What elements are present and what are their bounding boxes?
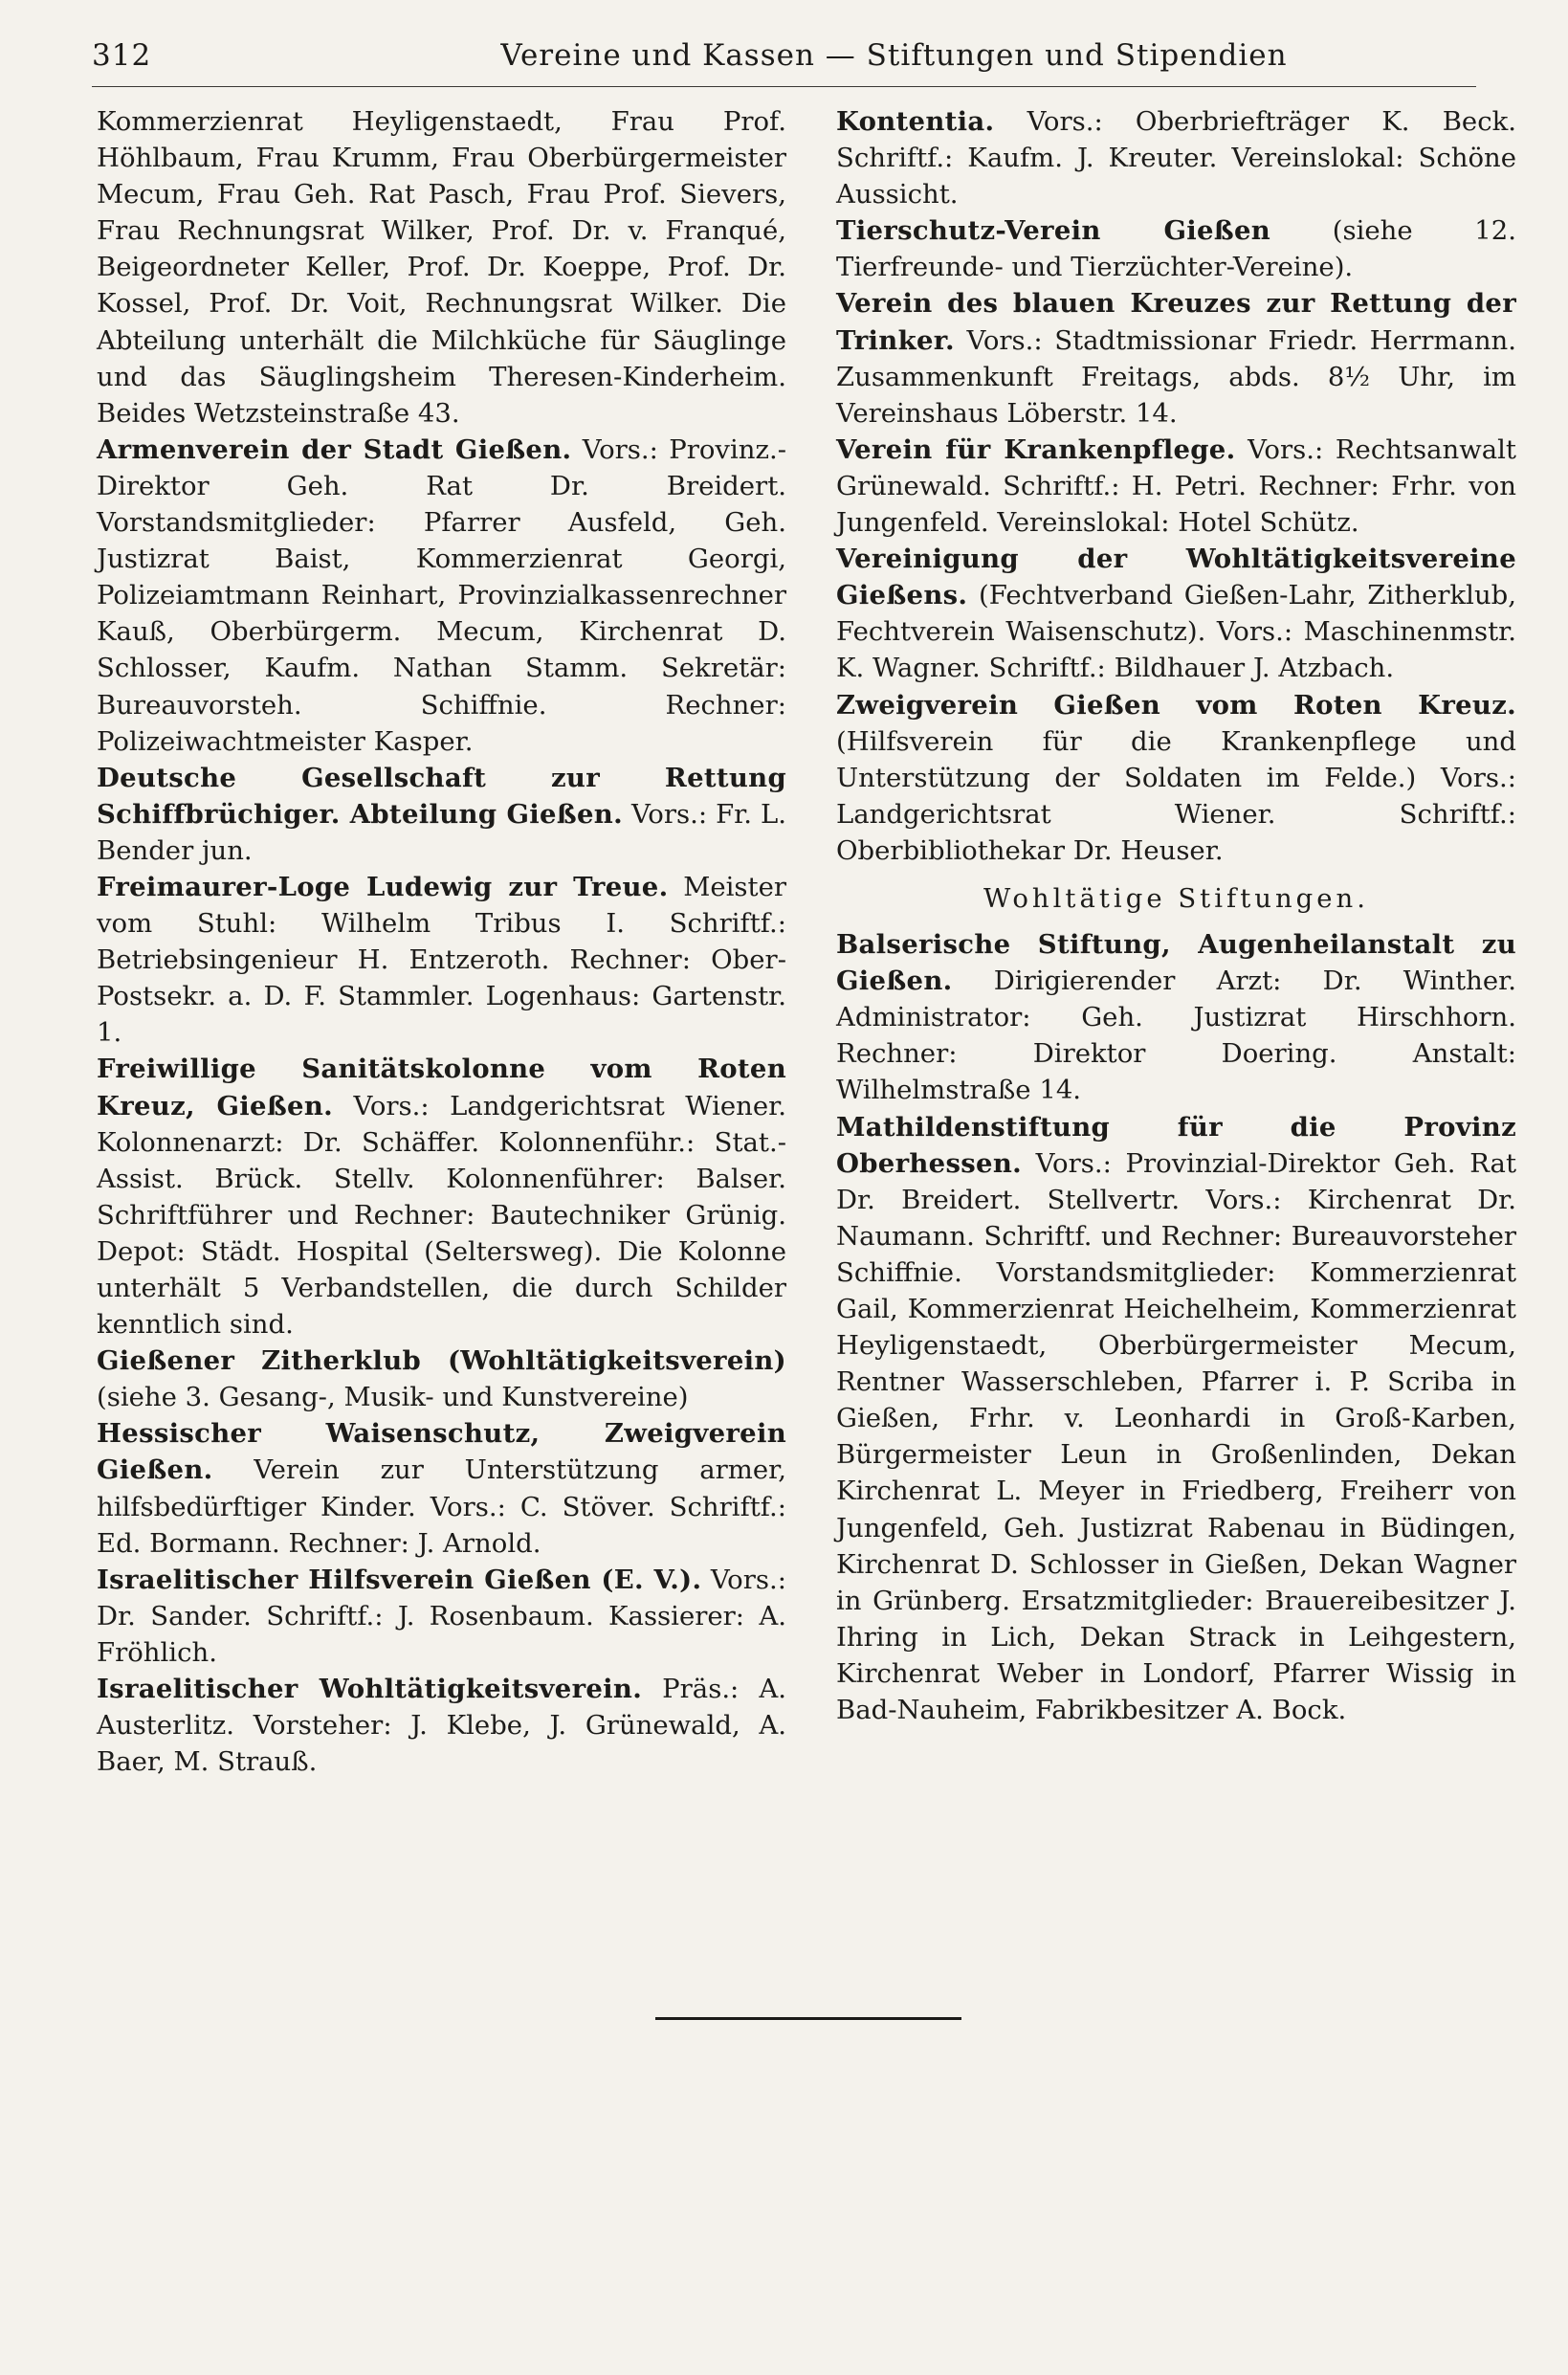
page-number: 312 — [92, 38, 152, 73]
entry-body: (Fechtverband Gießen-Lahr, Zitherklub, Fechtverein Waisenschutz). Vors.: Maschinenmstr. K. Wagner. Schriftf.: Bildhauer J. Atzbach. — [836, 580, 1516, 684]
entry-body: Präs.: A. Austerlitz. Vorsteher: J. Klebe, J. Grünewald, A. Baer, M. Strauß. — [97, 1674, 786, 1778]
directory-entry — [97, 869, 786, 1051]
right-column-entries — [836, 103, 1516, 869]
entry-body: Dirigierender Arzt: Dr. Winther. Administrator: Geh. Justizrat Hirschhorn. Rechner: Direktor Doering. Anstalt: Wilhelmstraße 14. — [836, 966, 1516, 1106]
entry-heading: Balserische Stiftung, Augenheilanstalt zu Gießen. — [836, 929, 1516, 997]
page-header — [92, 33, 1476, 87]
entry-heading: Israelitischer Hilfsverein Gießen (E. V.). — [97, 1564, 702, 1595]
entry-body: Vors.: Fr. L. Bender jun. — [97, 798, 786, 866]
entry-heading: Kontentia. — [836, 106, 995, 137]
entry-heading: Zweigverein Gießen vom Roten Kreuz. — [836, 689, 1516, 721]
entry-body: Vors.: Provinzial-Direktor Geh. Rat Dr. Breidert. Stellvertr. Vors.: Kirchenrat Dr. Naumann. Schriftf. und Rechner: Bureauvorsteher Schiffnie. Vorstandsmitglieder: Kommerzienrat Gail, Kommerzienrat Heichelheim, Kommerzienrat Heyligenstaedt, Oberbürgermeister Mecum, Rentner Wasserschleben, Pfarrer i. P. Scriba in Gießen, Frhr. v. Leonhardi in Groß-Karben, Bürgermeister Leun in Großenlinden, Dekan Kirchenrat L. Meyer in Friedberg, Freiherr von Jungenfeld, Geh. Justizrat Rabenau in Büdingen, Kirchenrat D. Schlosser in Gießen, Dekan Wagner in Grünberg. Ersatzmitglieder: Brauereibesitzer J. Ihring in Lich, Dekan Strack in Leihgestern, Kirchenrat Weber in Londorf, Pfarrer Wissig in Bad-Nauheim, Fabrikbesitzer A. Bock. — [836, 1147, 1516, 1726]
entry-heading: Verein für Krankenpflege. — [836, 433, 1236, 465]
entry-heading: Hessischer Waisenschutz, Zweigverein Gießen. — [97, 1418, 786, 1486]
entry-body: (Hilfsverein für die Krankenpflege und Unterstützung der Soldaten im Felde.) Vors.: Landgerichtsrat Wiener. Schriftf.: Oberbibliothekar Dr. Heuser. — [836, 725, 1516, 866]
directory-entry — [97, 1051, 786, 1343]
entry-body: (siehe 12. Tierfreunde- und Tierzüchter-Vereine). — [836, 215, 1517, 283]
directory-entry — [836, 687, 1516, 869]
directory-entry — [97, 1562, 786, 1671]
entry-heading: Tierschutz-Verein Gießen — [836, 215, 1271, 247]
directory-entry — [836, 432, 1516, 541]
directory-entry — [836, 103, 1516, 212]
entry-body: Vors.: Oberbriefträger K. Beck. Schriftf.: Kaufm. J. Kreuter. Vereinslokal: Schöne Aussicht. — [836, 106, 1517, 211]
entry-heading: Deutsche Gesellschaft zur Rettung Schiffbrüchiger. Abteilung Gießen. — [97, 762, 786, 830]
entry-heading: Vereinigung der Wohltätigkeitsvereine Gießens. — [836, 544, 1516, 611]
directory-entry — [836, 926, 1516, 1108]
entry-body: Kommerzienrat Heyligenstaedt, Frau Prof. Höhlbaum, Frau Krumm, Frau Oberbürgermeister Mecum, Frau Geh. Rat Pasch, Frau Prof. Sievers, Frau Rechnungsrat Wilker, Prof. Dr. v. Franqué, Beigeordneter Keller, Prof. Dr. Koeppe, Prof. Dr. Kossel, Prof. Dr. Voit, Rechnungsrat Wilker. Die Abteilung unterhält die Milchküche für Säuglinge und das Säuglingsheim Theresen-Kinderheim. Beides Wetzsteinstraße 43. — [97, 106, 786, 429]
entry-body: Meister vom Stuhl: Wilhelm Tribus I. Schriftf.: Betriebsingenieur H. Entzeroth. Rechner: Ober-Postsekr. a. D. F. Stammler. Logenhaus: Gartenstr. 1. — [97, 871, 786, 1049]
entry-body: Vors.: Provinz.-Direktor Geh. Rat Dr. Breidert. Vorstandsmitglieder: Pfarrer Ausfeld, Geh. Justizrat Baist, Kommerzienrat Georgi, Polizeiamtmann Reinhart, Provinzialkassenrechner Kauß, Oberbürgerm. Mecum, Kirchenrat D. Schlosser, Kaufm. Nathan Stamm. Sekretär: Bureauvorsteh. Schiffnie. Rechner: Polizeiwachtmeister Kasper. — [97, 433, 786, 757]
entry-body: Vors.: Dr. Sander. Schriftf.: J. Rosenbaum. Kassierer: A. Fröhlich. — [97, 1564, 786, 1668]
right-column — [836, 103, 1516, 1728]
directory-entry — [836, 285, 1516, 431]
entry-heading: Israelitischer Wohltätigkeitsverein. — [97, 1674, 643, 1705]
entry-heading: Gießener Zitherklub (Wohltätigkeitsverein) — [97, 1345, 786, 1377]
entry-body: (siehe 3. Gesang-, Musik- und Kunstvereine) — [97, 1382, 689, 1413]
directory-entry — [836, 541, 1516, 686]
entry-heading: Verein des blauen Kreuzes zur Rettung der Trinker. — [836, 288, 1516, 356]
directory-entry — [97, 1415, 786, 1561]
directory-entry — [97, 760, 786, 869]
directory-entry — [836, 212, 1516, 285]
directory-entry — [97, 1343, 786, 1415]
left-column — [97, 103, 786, 1780]
entry-body: Vors.: Landgerichtsrat Wiener. Kolonnenarzt: Dr. Schäffer. Kolonnenführ.: Stat.-Assist. Brück. Stellv. Kolonnenführer: Balser. Schriftführer und Rechner: Bautechniker Grünig. Depot: Städt. Hospital (Seltersweg). Die Kolonne unterhält 5 Verbandstellen, die durch Schilder kenntlich sind. — [97, 1090, 786, 1341]
entry-heading: Freiwillige Sanitätskolonne vom Roten Kreuz, Gießen. — [97, 1054, 786, 1121]
entry-heading: Armenverein der Stadt Gießen. — [97, 433, 572, 465]
directory-entry — [97, 432, 786, 760]
directory-entry — [97, 1671, 786, 1780]
end-rule — [655, 2017, 961, 2020]
entry-body: Vors.: Stadtmissionar Friedr. Herrmann. Zusammenkunft Freitags, abds. 8½ Uhr, im Vereinshaus Löberstr. 14. — [836, 324, 1516, 429]
entry-body: Verein zur Unterstützung armer, hilfsbedürftiger Kinder. Vors.: C. Stöver. Schriftf.: Ed. Bormann. Rechner: J. Arnold. — [97, 1454, 786, 1559]
entry-body: Vors.: Rechtsanwalt Grünewald. Schriftf.: H. Petri. Rechner: Frhr. von Jungenfeld. Vereinslokal: Hotel Schütz. — [836, 433, 1516, 539]
running-title: Vereine und Kassen — Stiftungen und Stipendien — [500, 38, 1288, 73]
directory-entry — [836, 1109, 1516, 1729]
entry-heading: Freimaurer-Loge Ludewig zur Treue. — [97, 871, 669, 902]
entry-heading: Mathildenstiftung für die Provinz Oberhessen. — [836, 1111, 1516, 1179]
directory-entry — [97, 103, 786, 432]
foundations-entries — [836, 926, 1516, 1728]
section-title: Wohltätige Stiftungen. — [983, 882, 1370, 914]
